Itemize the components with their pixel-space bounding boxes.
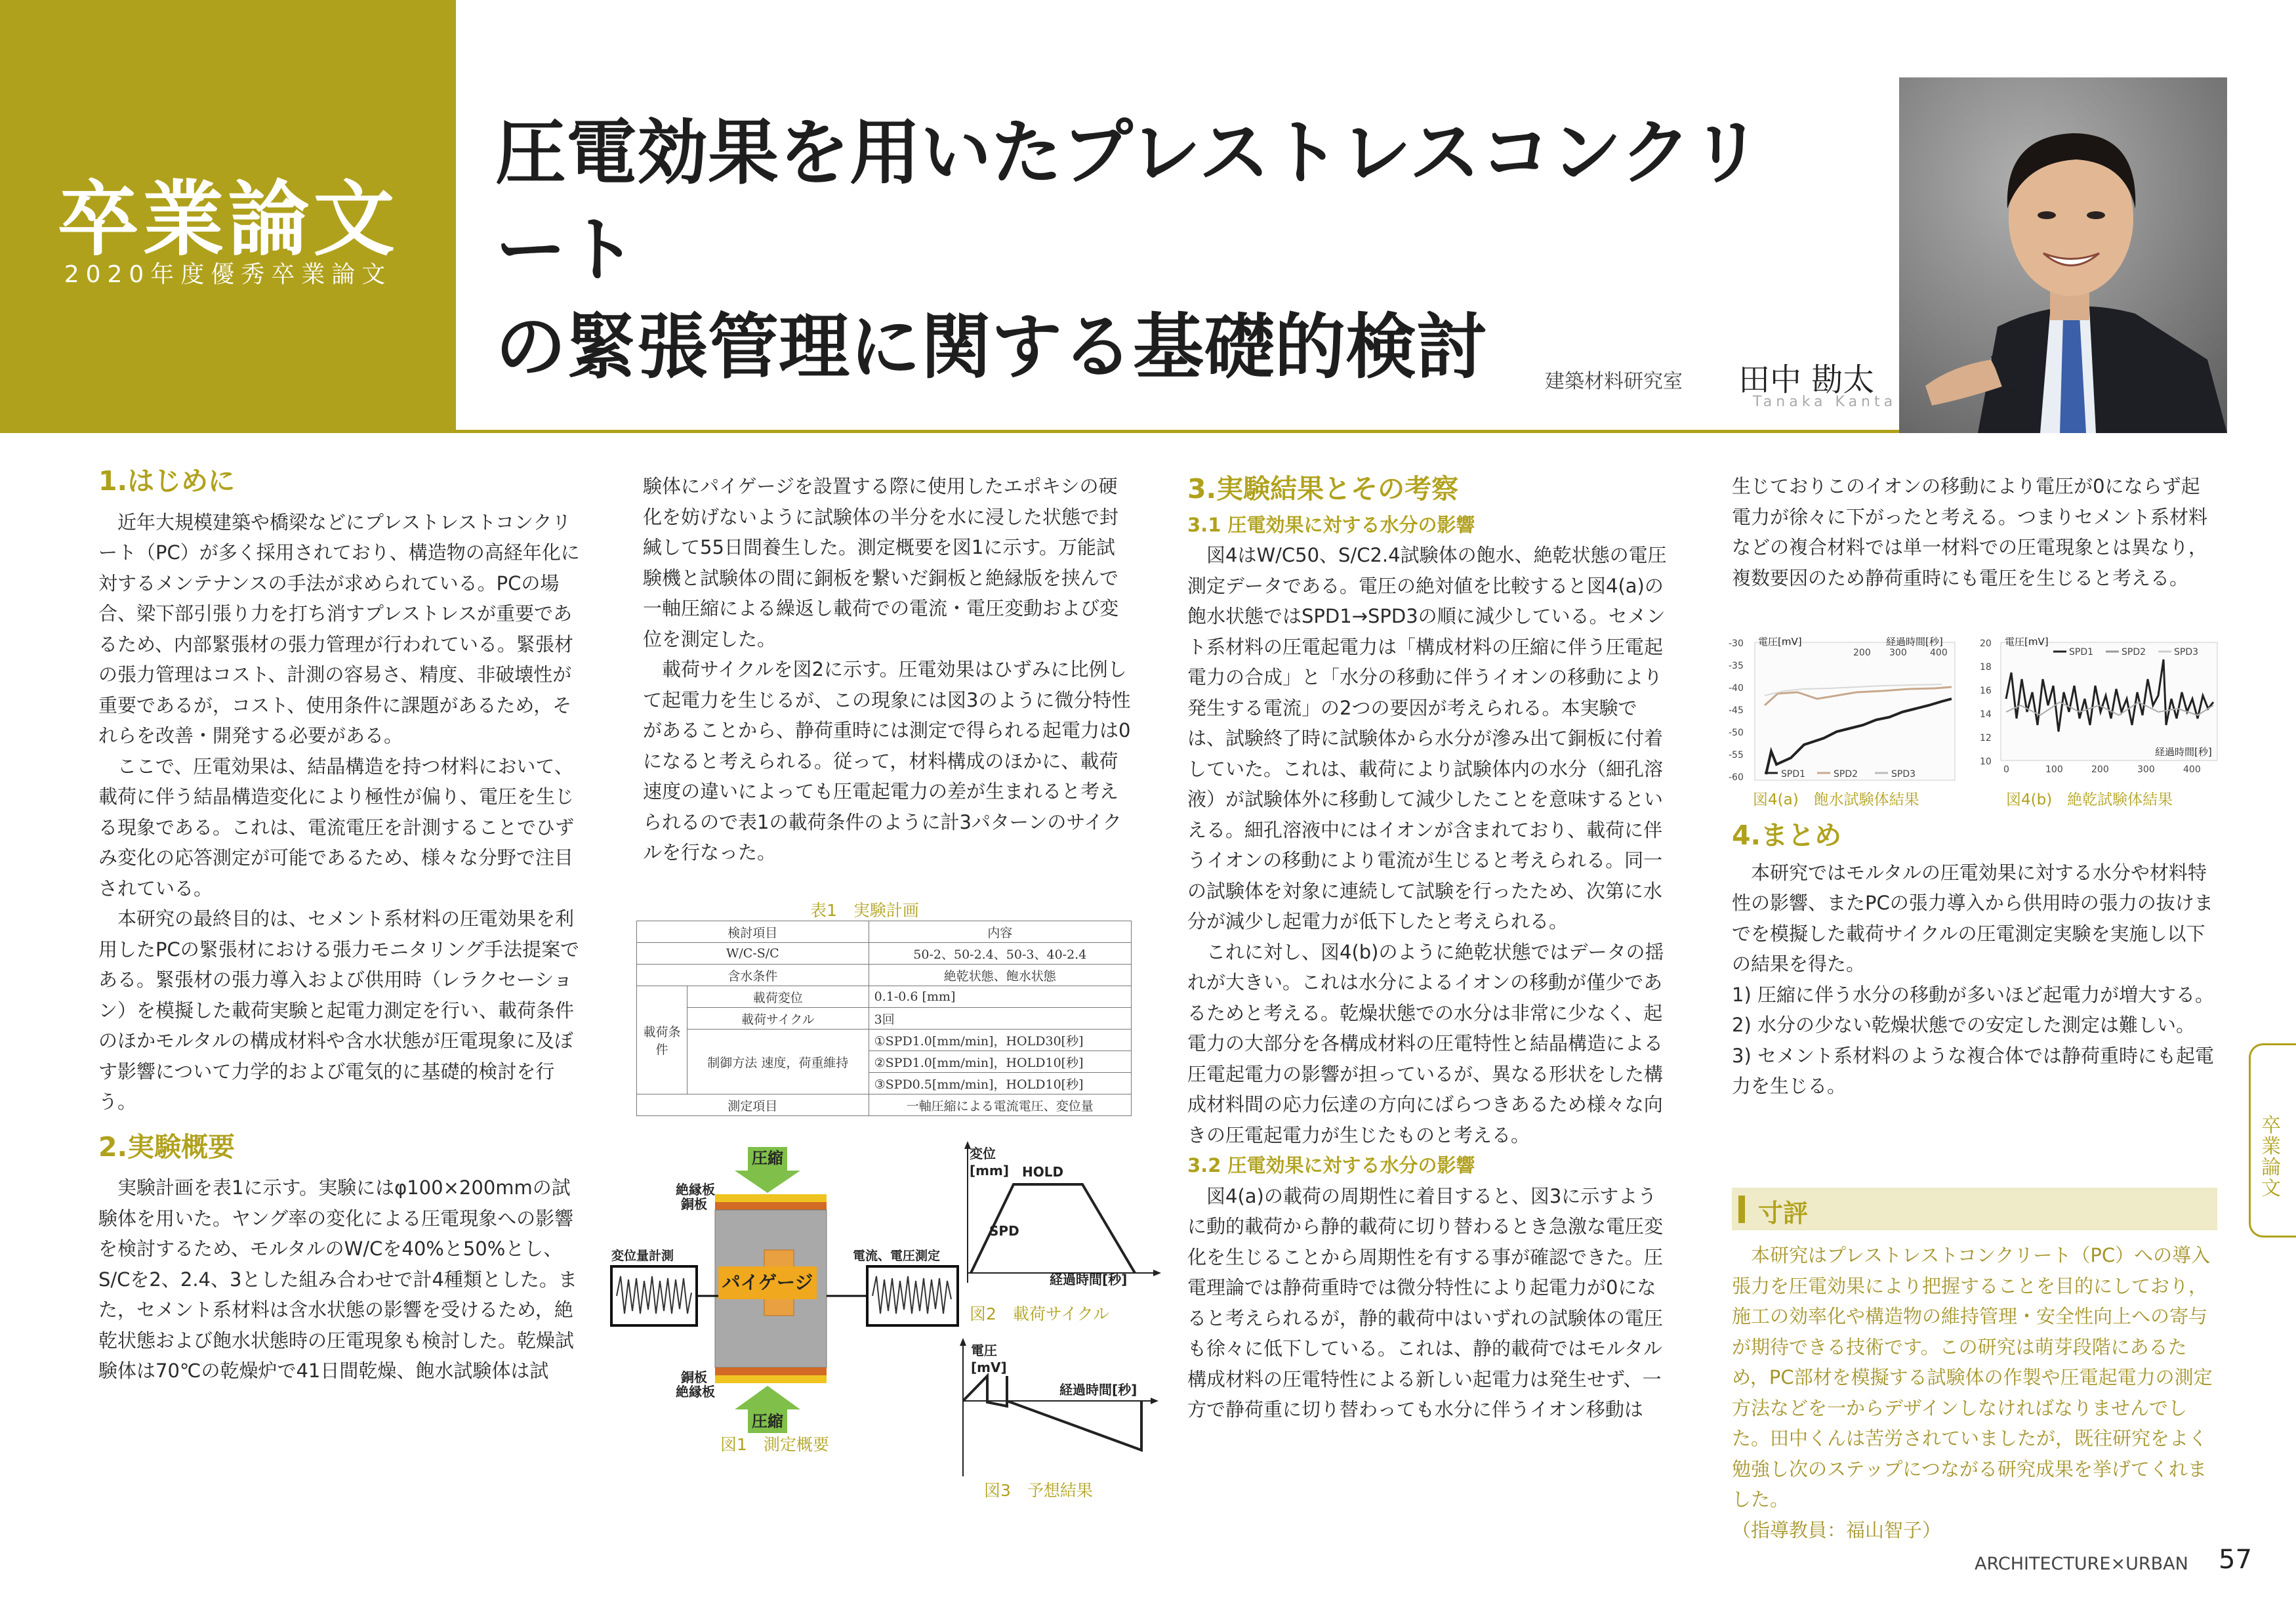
- displacement-label: 変位量計測: [611, 1249, 674, 1263]
- fig3-ylabel: 電圧: [971, 1343, 997, 1358]
- table-cell: 0.1-0.6 [mm]: [869, 986, 1131, 1008]
- table-cell: 制御方法 速度，荷重維持: [687, 1030, 869, 1094]
- column-2: [643, 471, 1132, 868]
- table-cell: 載荷変位: [687, 986, 869, 1008]
- result-item: 2) 水分の少ない乾燥状態での安定した測定は難しい。: [1732, 1014, 2195, 1036]
- paper-title: [495, 105, 1774, 396]
- paragraph: ここで、圧電効果は、結晶構造を持つ材料において、載荷に伴う結晶構造変化により極性が偏り、電圧を生じる現象である。これは、電流電圧を計測することでひずみ変化の応答測定が可能であるため、様々な分野で注目されている。: [98, 755, 575, 900]
- tick-label: 100: [2045, 764, 2063, 775]
- legend-entry: SPD1: [1781, 769, 1806, 780]
- tick-label: 400: [1930, 648, 1948, 658]
- table-cell: 3回: [869, 1008, 1131, 1030]
- table-cell: ①SPD1.0[mm/min]，HOLD30[秒]: [869, 1030, 1131, 1051]
- legend-entry: SPD2: [2122, 647, 2146, 657]
- fig4a-yticks: [1729, 638, 1744, 783]
- paragraph: これに対し、図4(b)のように絶乾状態ではデータの揺れが大きい。これは水分によるイオンの移動が僅少であるためと考える。乾燥状態での水分は非常に少なく、起電力の大部分を各構成材料の圧電特性と結晶構造による圧電起電力の影響が担っているが、異なる形状をした構成材料間の応力伝達の方向にばらつきあるため様々な向きの圧電起電力が生じたものと考える。: [1187, 940, 1664, 1146]
- tick-label: 18: [1980, 662, 1992, 673]
- subcategory-label: 2020年度優秀卒業論文: [64, 261, 392, 288]
- compress-label-bottom: 圧縮: [752, 1412, 783, 1430]
- table-row: [637, 921, 1132, 943]
- tick-label: 14: [1980, 709, 1992, 720]
- side-tab-label: 卒業論文: [2261, 1114, 2281, 1200]
- hold-label: HOLD: [1022, 1164, 1064, 1180]
- table-cell: 内容: [869, 921, 1131, 943]
- fig4a-ylabel: 電圧[mV]: [1758, 636, 1802, 648]
- tick-label: -50: [1729, 728, 1744, 738]
- paragraph: 近年大規模建築や橋梁などにプレストレストコンクリート（PC）が多く採用されており、構造物の高経年化に対するメンテナンスの手法が求められている。PCの場合、梁下部引張り力を打ち消すプレストレスが重要であるため、内部緊張材の張力管理が行われている。緊張材の張力管理はコスト、計測の容易さ、精度、非破壊性が重要であるが，コスト、使用条件に課題があるため，それらを改善・開発する必要がある。: [98, 510, 580, 747]
- table-cell: 載荷条件: [637, 986, 687, 1094]
- paragraph: 実験計画を表1に示す。実験にはφ100×200mmの試験体を用いた。ヤング率の変化による圧電現象への影響を検討するため、モルタルのW/Cを40%と50%とし、S/Cを2、2.4、3とした組み合わせで計4種類とした。また，セメント系材料は含水状態の影響を受けるため，絶乾状態および飽水状態時の圧電現象も検討した。乾燥試験体は70℃の乾燥炉で41日間乾燥、飽水試験体は試: [98, 1176, 577, 1382]
- figure-4b: [1975, 633, 2224, 787]
- fig4b-xlabel: 経過時間[秒]: [2155, 746, 2212, 758]
- table-row: [637, 1030, 1132, 1051]
- paragraph: 本研究の最終目的は、セメント系材料の圧電効果を利用したPCの緊張材における張力モニタリング手法提案である。緊張材の張力導入および供用時（レラクセーション）を模擬した載荷実験と起電力測定を行い、載荷条件のほかモルタルの構成材料や含水状態が圧電現象に及ぼす影響について力学的および電気的に基礎的検討を行う。: [98, 907, 580, 1113]
- tick-label: 0: [2003, 764, 2009, 775]
- figure-1-caption: 図1 測定概要: [720, 1435, 829, 1454]
- fig2-xlabel: 経過時間[秒]: [1050, 1272, 1128, 1287]
- subsection-heading: 3.2 圧電効果に対する水分の影響: [1187, 1154, 1475, 1176]
- header-rule: [456, 430, 1899, 433]
- pi-gauge-label: パイゲージ: [722, 1272, 813, 1293]
- section-heading: 1.はじめに: [98, 465, 236, 497]
- table-row: [637, 986, 1132, 1008]
- subsection-heading: 3.1 圧電効果に対する水分の影響: [1187, 513, 1475, 536]
- insulation-plate-label: 絶縁板: [676, 1182, 715, 1197]
- legend-entry: SPD2: [1834, 769, 1858, 780]
- paragraph: 本研究ではモルタルの圧電効果に対する水分や材料特性の影響、またPCの張力導入から供用時の張力の抜けまでを模擬した載荷サイクルの圧電測定実験を実施し以下の結果を得た。: [1732, 861, 2213, 975]
- table-row: [637, 1008, 1132, 1030]
- tick-label: 300: [1889, 648, 1907, 658]
- advisor-name: （指導教員：福山智子）: [1732, 1518, 1942, 1541]
- tick-label: 16: [1980, 686, 1992, 696]
- copper-plate-label: 銅板: [681, 1369, 707, 1385]
- figure-4a-caption: 図4(a) 飽水試験体結果: [1753, 791, 1919, 808]
- tick-label: 300: [2137, 764, 2155, 775]
- current-voltage-label: 電流、電圧測定: [853, 1249, 941, 1263]
- table-cell: 含水条件: [637, 965, 869, 986]
- copper-plate-label: 銅板: [681, 1196, 707, 1212]
- figure-2-caption: 図2 載荷サイクル: [970, 1304, 1109, 1323]
- review-text: 本研究はプレストレストコンクリート（PC）への導入張力を圧電効果により把握することを目的にしており，施工の効率化や構造物の維持管理・安全性向上への寄与が期待できる技術です。この研究は萌芽段階にあるため，PC部材を模擬する試験体の作製や圧電起電力の測定方法などを一からデザインしなければなりませんでした。田中くんは苦労されていましたが，既往研究をよく勉強し次のステップにつながる研究成果を挙げてくれました。: [1732, 1244, 2213, 1510]
- table-cell: ②SPD1.0[mm/min]，HOLD10[秒]: [869, 1051, 1131, 1073]
- tick-label: 12: [1980, 733, 1992, 743]
- fig3-yunit: [mV]: [971, 1360, 1007, 1375]
- table-cell: 検討項目: [637, 921, 869, 943]
- fig2-ylabel: 変位: [970, 1146, 996, 1161]
- insulation-plate-label: 絶縁板: [676, 1384, 715, 1400]
- tick-label: -30: [1729, 638, 1744, 649]
- fig2-yunit: [mm]: [970, 1163, 1009, 1178]
- table-cell: 絶乾状態、飽水状態: [869, 965, 1131, 986]
- author-name: 田中 勘太: [1738, 362, 1875, 398]
- table-row: [637, 943, 1132, 965]
- section-heading: 2.実験概要: [98, 1131, 236, 1163]
- title-line-1: 圧電効果を用いたプレストレスコンクリート: [495, 112, 1763, 291]
- summary-section: [1732, 820, 2217, 1102]
- page-number: 57: [2219, 1545, 2252, 1575]
- lab-name: 建築材料研究室: [1545, 370, 1683, 393]
- fig4a-xlabel: 経過時間[秒]: [1886, 636, 1943, 648]
- column-3: [1187, 474, 1673, 1425]
- compress-label-top: 圧縮: [752, 1149, 783, 1167]
- figure-3-caption: 図3 予想結果: [984, 1481, 1093, 1500]
- author-roman: Tanaka Kanta: [1753, 394, 1897, 410]
- tick-label: -45: [1729, 705, 1744, 716]
- section-heading: 3.実験結果とその考察: [1187, 473, 1459, 505]
- tick-label: 200: [1853, 648, 1871, 658]
- category-label: 卒業論文: [57, 173, 399, 267]
- tick-label: -40: [1729, 683, 1744, 694]
- tick-label: -35: [1729, 661, 1744, 671]
- paragraph: 図4(a)の載荷の周期性に着目すると、図3に示すように動的載荷から静的載荷に切り替わるとき急激な電圧変化を生じることから周期性を有する事が確認できた。圧電理論では静荷重時では微分特性により起電力が0になると考えられるが，静的載荷中はいずれの試験体の電圧も徐々に低下している。これは、静的載荷ではモルタル構成材料の圧電特性による新しい起電力は発生せず、一方で静荷重に切り替わっても水分に伴うイオン移動は: [1187, 1184, 1664, 1421]
- figure-3: [945, 1335, 1161, 1480]
- fig4b-ylabel: 電圧[mV]: [2005, 636, 2049, 648]
- author-photo: [1899, 77, 2227, 433]
- spd-label: SPD: [989, 1223, 1019, 1239]
- review-body: [1732, 1240, 2217, 1545]
- review-heading: 寸評: [1758, 1199, 1809, 1228]
- figure-4b-caption: 図4(b) 絶乾試験体結果: [2006, 791, 2173, 808]
- table-cell: 一軸圧縮による電流電圧、変位量: [869, 1094, 1131, 1116]
- result-item: 3) セメント系材料のような複合体では静荷重時にも起電力を生じる。: [1732, 1044, 2214, 1097]
- paragraph: 験体にパイゲージを設置する際に使用したエポキシの硬化を妨げないように試験体の半分を水に浸した状態で封緘して55日間養生した。測定概要を図1に示す。万能試験機と試験体の間に銅板を繋いだ銅板と絶縁版を挟んで一軸圧縮による繰返し載荷での電流・電圧変動および変位を測定した。: [643, 475, 1119, 650]
- column-1: [98, 466, 584, 1386]
- figure-1: [610, 1142, 964, 1457]
- table-cell: 測定項目: [637, 1094, 869, 1116]
- tick-label: -55: [1729, 750, 1744, 760]
- experiment-table: [636, 921, 1132, 1116]
- tick-label: 200: [2091, 764, 2109, 775]
- title-line-2: の緊張管理に関する基礎的検討: [495, 306, 1488, 388]
- paragraph: 生じておりこのイオンの移動により電圧が0にならず起電力が徐々に下がったと考える。つまりセメント系材料などの複合材料では単一材料での圧電現象とは異なり，複数要因のため静荷重時にも電圧を生じると考える。: [1732, 475, 2208, 589]
- fig3-xlabel: 経過時間[秒]: [1059, 1382, 1138, 1398]
- tick-label: -60: [1729, 772, 1744, 783]
- legend-entry: SPD3: [2174, 647, 2199, 657]
- figure-2: [945, 1138, 1161, 1296]
- table-row: [637, 965, 1132, 986]
- tick-label: 400: [2183, 764, 2201, 775]
- legend-entry: SPD1: [2069, 647, 2094, 657]
- tick-label: 20: [1980, 638, 1992, 649]
- magazine-name: ARCHITECTURE×URBAN: [1975, 1554, 2188, 1574]
- table-cell: 50-2、50-2.4、50-3、40-2.4: [869, 943, 1131, 965]
- table-cell: W/C-S/C: [637, 943, 869, 965]
- table-cell: 載荷サイクル: [687, 1008, 869, 1030]
- table-caption: 表1 実験計画: [810, 901, 919, 920]
- figure-4a: [1725, 633, 1961, 787]
- result-item: 1) 圧縮に伴う水分の移動が多いほど起電力が増大する。: [1732, 983, 2214, 1006]
- section-heading: 4.まとめ: [1732, 820, 1842, 851]
- table-cell: ③SPD0.5[mm/min]，HOLD10[秒]: [869, 1073, 1131, 1094]
- paragraph: 図4はW/C50、S/C2.4試験体の飽水、絶乾状態の電圧測定データである。電圧の絶対値を比較すると図4(a)の飽水状態ではSPD1→SPD3の順に減少している。セメント系材料の圧電起電力は「構成材料の圧縮に伴う圧電起電力の合成」と「水分の移動に伴うイオンの移動により発生する電流」の2つの要因が考えられる。本実験では、試験終了時に試験体から水分が滲み出て銅板に付着していた。これは、載荷により試験体内の水分（細孔溶液）が試験体外に移動して減少したことを意味するといえる。細孔溶液中にはイオンが含まれており、載荷に伴うイオンの移動により電流が生じると考えられる。同一の試験体を対象に連続して試験を行ったため、次第に水分が減少し起電力が低下したと考えられる。: [1187, 544, 1667, 932]
- legend-entry: SPD3: [1891, 769, 1916, 780]
- paragraph: 載荷サイクルを図2に示す。圧電効果はひずみに比例して起電力を生じるが、この現象には図3のように微分特性があることから、静荷重時には測定で得られる起電力は0になると考えられる。従って，材料構成のほかに、載荷速度の違いによっても圧電起電力の差が生まれると考えられるので表1の載荷条件のように計3パターンのサイクルを行なった。: [643, 658, 1131, 864]
- table-row: [637, 1094, 1132, 1116]
- tick-label: 10: [1980, 757, 1992, 767]
- column-4: [1732, 471, 2217, 593]
- review-accent-bar: [1738, 1196, 1745, 1223]
